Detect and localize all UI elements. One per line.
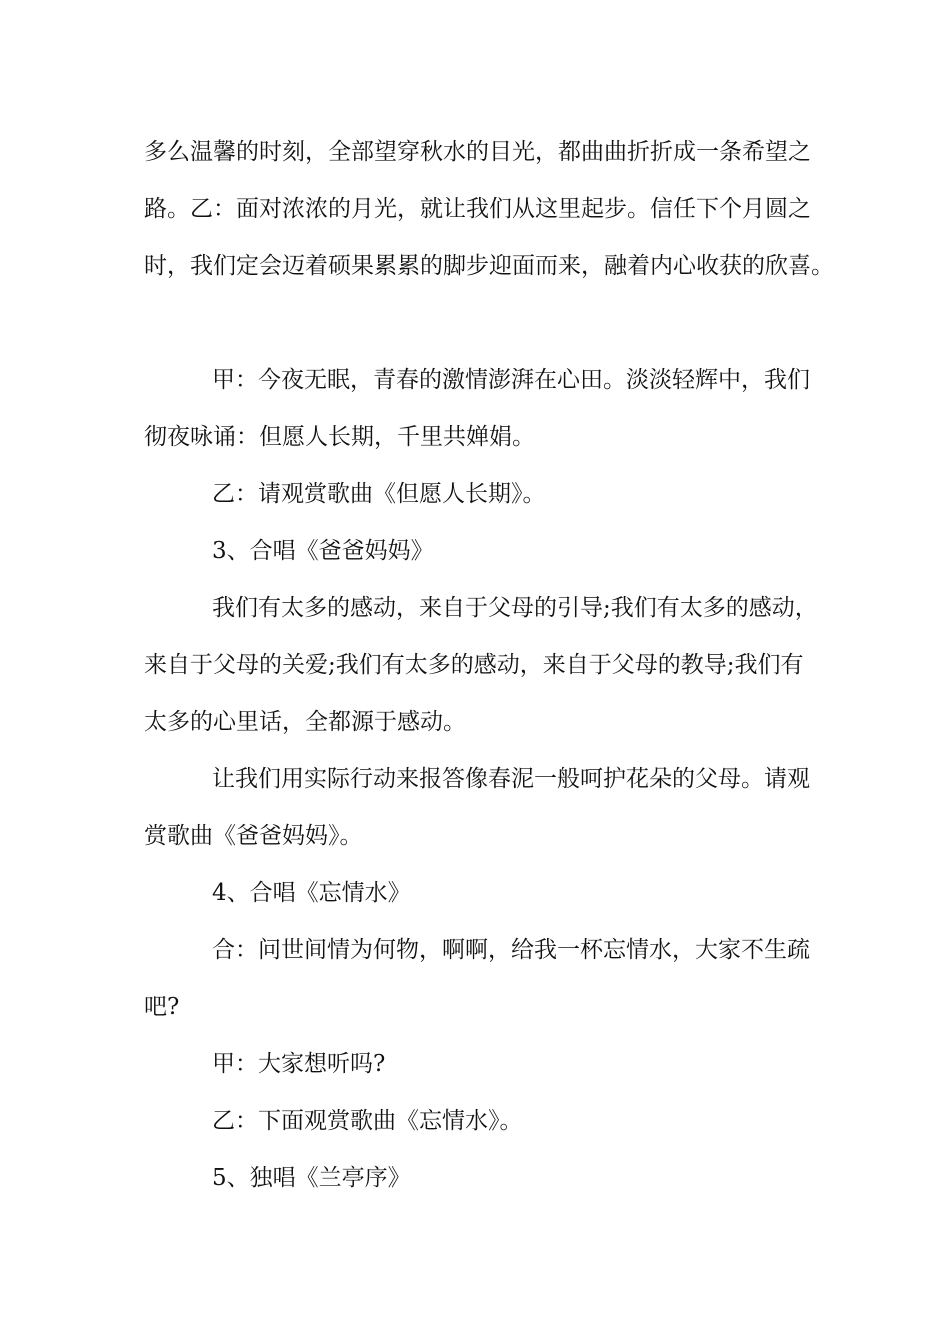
text-line: 吧? bbox=[144, 994, 180, 1020]
text-line: 甲：大家想听吗? bbox=[212, 1051, 386, 1077]
text-line: 来自于父母的关爱;我们有太多的感动，来自于父母的教导;我们有 bbox=[144, 652, 804, 678]
text-line: 我们有太多的感动，来自于父母的引导;我们有太多的感动， bbox=[212, 595, 818, 621]
text-line: 乙：下面观赏歌曲《忘情水》。 bbox=[212, 1108, 523, 1134]
text-line: 太多的心里话，全都源于感动。 bbox=[144, 709, 466, 735]
text-line: 时，我们定会迈着硕果累累的脚步迎面而来，融着内心收获的欣喜。 bbox=[144, 253, 834, 279]
text-line: 多么温馨的时刻，全部望穿秋水的目光，都曲曲折折成一条希望之 bbox=[144, 139, 811, 165]
text-line: 乙：请观赏歌曲《但愿人长期》。 bbox=[212, 481, 546, 507]
section-heading: 5、独唱《兰亭序》 bbox=[212, 1165, 411, 1191]
text-line: 彻夜咏诵：但愿人长期，千里共婵娟。 bbox=[144, 424, 535, 450]
text-line: 让我们用实际行动来报答像春泥一般呵护花朵的父母。请观 bbox=[212, 766, 810, 792]
section-heading: 4、合唱《忘情水》 bbox=[212, 880, 411, 906]
text-line: 路。乙：面对浓浓的月光，就让我们从这里起步。信任下个月圆之 bbox=[144, 196, 811, 222]
text-line: 合：问世间情为何物，啊啊，给我一杯忘情水，大家不生疏 bbox=[212, 937, 810, 963]
section-heading: 3、合唱《爸爸妈妈》 bbox=[212, 538, 434, 564]
text-line: 甲：今夜无眠，青春的激情澎湃在心田。淡淡轻辉中，我们 bbox=[212, 367, 810, 393]
text-line: 赏歌曲《爸爸妈妈》。 bbox=[144, 823, 363, 849]
